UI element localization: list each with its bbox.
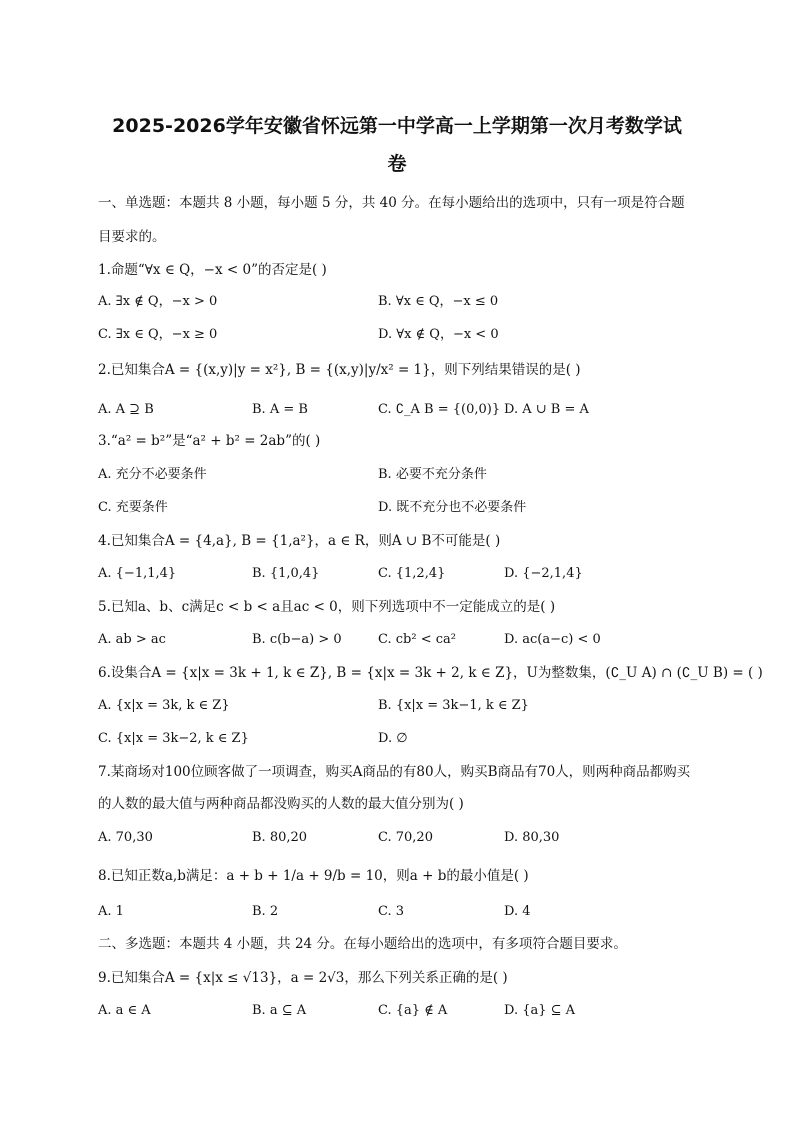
question-4-stem: 4.已知集合A = {4,a}, B = {1,a²}，a ∈ R，则A ∪ B不可能是( ) — [98, 533, 501, 549]
q9-option-d: D. {a} ⊆ A — [504, 1003, 576, 1018]
question-9-stem: 9.已知集合A = {x|x ≤ √13}，a = 2√3，那么下列关系正确的是( ) — [98, 970, 508, 986]
q2-option-b: B. A = B — [252, 402, 308, 417]
q9-option-b: B. a ⊆ A — [252, 1003, 307, 1018]
q3-option-b: B. 必要不充分条件 — [378, 467, 487, 482]
question-8-stem: 8.已知正数a,b满足：a + b + 1/a + 9/b = 10，则a + b的最小值是( ) — [98, 868, 529, 884]
q5-option-a: A. ab > ac — [98, 632, 166, 647]
q9-option-a: A. a ∈ A — [98, 1003, 151, 1018]
q7-option-c: C. 70,20 — [378, 830, 433, 845]
q9-option-c: C. {a} ∉ A — [378, 1003, 448, 1018]
exam-title-line2: 卷 — [387, 153, 407, 175]
q1-option-b: B. ∀x ∈ Q，−x ≤ 0 — [378, 294, 499, 309]
q8-option-c: C. 3 — [378, 904, 405, 919]
q6-option-b: B. {x|x = 3k−1, k ∈ Z} — [378, 698, 529, 713]
q1-option-c: C. ∃x ∈ Q，−x ≥ 0 — [98, 327, 218, 342]
q3-option-d: D. 既不充分也不必要条件 — [378, 500, 527, 515]
q2-option-d: D. A ∪ B = A — [504, 402, 589, 417]
question-2-stem: 2.已知集合A = {(x,y)|y = x²}, B = {(x,y)|y/x² = 1}，则下列结果错误的是( ) — [98, 362, 581, 378]
q2-option-a: A. A ⊇ B — [98, 402, 154, 417]
q7-option-d: D. 80,30 — [504, 830, 560, 845]
question-5-stem: 5.已知a、b、c满足c < b < a且ac < 0，则下列选项中不一定能成立的是( ) — [98, 599, 556, 615]
q6-option-c: C. {x|x = 3k−2, k ∈ Z} — [98, 731, 249, 746]
exam-title-line1: 2025-2026学年安徽省怀远第一中学高一上学期第一次月考数学试 — [112, 115, 682, 137]
q7-option-b: B. 80,20 — [252, 830, 308, 845]
q2-option-c: C. ∁_A B = {(0,0)} — [378, 402, 501, 417]
q8-option-d: D. 4 — [504, 904, 531, 919]
q5-option-c: C. cb² < ca² — [378, 632, 456, 647]
section1-heading-line2: 目要求的。 — [98, 229, 166, 245]
q8-option-a: A. 1 — [98, 904, 124, 919]
section2-heading: 二、多选题：本题共 4 小题，共 24 分。在每小题给出的选项中，有多项符合题目要求。 — [98, 936, 627, 952]
q1-option-a: A. ∃x ∉ Q，−x > 0 — [98, 294, 218, 309]
q3-option-c: C. 充要条件 — [98, 500, 168, 515]
section1-heading-line1: 一、单选题：本题共 8 小题，每小题 5 分，共 40 分。在每小题给出的选项中，只有一项是符合题 — [98, 195, 685, 211]
q8-option-b: B. 2 — [252, 904, 279, 919]
q6-option-d: D. ∅ — [378, 731, 408, 746]
q6-option-a: A. {x|x = 3k, k ∈ Z} — [98, 698, 230, 713]
q4-option-c: C. {1,2,4} — [378, 566, 446, 581]
q5-option-d: D. ac(a−c) < 0 — [504, 632, 601, 647]
question-3-stem: 3.“a² = b²”是“a² + b² = 2ab”的( ) — [98, 433, 321, 449]
question-6-stem: 6.设集合A = {x|x = 3k + 1, k ∈ Z}, B = {x|x = 3k + 2, k ∈ Z}，U为整数集，(∁_U A) ∩ (∁_U B) = ( ) — [98, 665, 763, 681]
question-7-stem-line1: 7.某商场对100位顾客做了一项调查，购买A商品的有80人，购买B商品有70人，则两种商品都购买 — [98, 764, 691, 780]
q4-option-a: A. {−1,1,4} — [98, 566, 177, 581]
q1-option-d: D. ∀x ∉ Q，−x < 0 — [378, 327, 499, 342]
q7-option-a: A. 70,30 — [98, 830, 153, 845]
q4-option-b: B. {1,0,4} — [252, 566, 320, 581]
q5-option-b: B. c(b−a) > 0 — [252, 632, 342, 647]
q4-option-d: D. {−2,1,4} — [504, 566, 583, 581]
q3-option-a: A. 充分不必要条件 — [98, 467, 207, 482]
question-1-stem: 1.命题“∀x ∈ Q，−x < 0”的否定是( ) — [98, 262, 327, 278]
question-7-stem-line2: 的人数的最大值与两种商品都没购买的人数的最大值分别为( ) — [98, 796, 464, 812]
